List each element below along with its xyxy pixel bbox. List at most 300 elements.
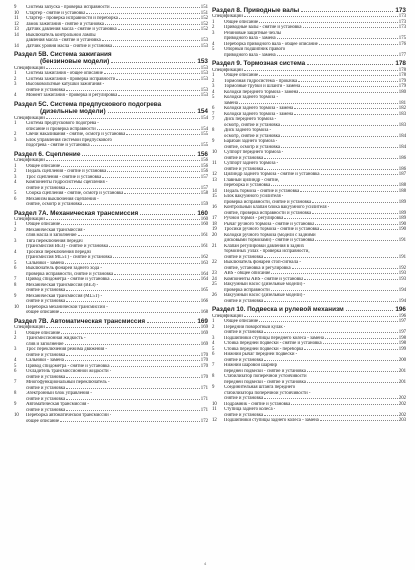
section-heading	[14, 210, 208, 217]
entry-title: дисковыми тормозами) - снятие и установка	[224, 238, 315, 244]
entry-number: 9	[14, 5, 17, 10]
entry-page: 188	[398, 183, 406, 189]
entry-number: 6	[14, 266, 17, 272]
dot-leader	[264, 415, 398, 416]
entry-page: 156	[200, 158, 208, 164]
entry-page: 199	[398, 346, 406, 352]
entry-line	[26, 44, 208, 50]
entry-number: 4	[14, 93, 17, 99]
entry-number: 24	[212, 276, 217, 282]
entry-title: приводного вала - замена	[224, 36, 276, 42]
entry-number: 3	[212, 84, 215, 90]
toc-entry	[14, 347, 208, 358]
entry-title: Суппорт переднего тормоза -	[224, 150, 284, 156]
entry-title: Тормозные трубки и шланги - замена	[224, 84, 301, 90]
dot-leader	[244, 70, 398, 71]
dot-leader	[140, 214, 195, 215]
entry-title: снятие, установка и регулировка	[224, 265, 291, 271]
entry-body	[26, 266, 208, 277]
entry-title: Датчик давления масла - снятие и установка	[26, 27, 117, 32]
entry-title: снятие и установка	[224, 166, 264, 172]
entry-number: 7	[212, 363, 215, 369]
entry-page: 164	[200, 271, 208, 277]
entry-title: осмотр, снятие и установка	[224, 122, 281, 128]
dot-leader	[66, 388, 200, 389]
entry-title: Трансмиссионная жидкость -	[26, 336, 86, 342]
entry-title: Колодки заднего тормоза - замена	[224, 106, 294, 112]
dot-leader	[298, 81, 398, 82]
entry-number: 8	[212, 128, 215, 134]
entry-title: Привод спидометра - снятие и установка	[26, 363, 110, 369]
entry-page: 189	[398, 199, 406, 205]
entry-title: снятие, проверка исправности и установка	[224, 210, 312, 216]
entry-title: Ручной тормоз - регулировка	[224, 216, 284, 222]
entry-number: 3	[14, 82, 17, 88]
dot-leader	[320, 229, 397, 230]
entry-line	[224, 299, 406, 305]
dot-leader	[66, 90, 200, 91]
toc-entry	[14, 228, 208, 239]
entry-title: Тросики ручного тормоза - снятие и установка	[224, 227, 320, 233]
entry-title: Спецификации	[14, 216, 45, 222]
dot-leader	[102, 40, 200, 41]
entry-title: Нижний рычаг передней подвески -	[224, 352, 298, 358]
entry-title: снятие и установка	[26, 185, 66, 191]
section-title: Раздел 7В. Автоматическая трансмиссия	[14, 317, 146, 325]
toc-entry	[212, 407, 406, 418]
entry-title: Подшипники ступицы заднего колеса - замена	[224, 418, 319, 424]
entry-number: 14	[14, 43, 19, 49]
section-heading	[14, 318, 208, 325]
entry-body	[224, 260, 406, 271]
entry-body	[26, 93, 208, 99]
entry-page: 193	[398, 271, 406, 277]
entry-title: снятие и установка	[224, 412, 264, 418]
entry-number: 5	[14, 363, 17, 369]
dot-leader	[304, 349, 397, 350]
entry-page: 201	[398, 379, 406, 385]
entry-title: слив масла и заполнение	[26, 233, 77, 239]
entry-number: 1	[14, 330, 17, 336]
entry-page: 161	[200, 244, 208, 250]
entry-title: Барабан заднего тормоза -	[224, 139, 278, 145]
entry-page: 160	[200, 216, 208, 222]
entry-title: Опорный подшипник правого	[224, 47, 286, 53]
entry-body	[26, 197, 208, 208]
dot-leader	[264, 158, 398, 159]
entry-page: 170	[200, 352, 208, 358]
entry-page: 151	[200, 10, 208, 16]
entry-title: снятие и установка	[26, 396, 66, 402]
entry-number: 20	[212, 232, 217, 238]
dot-leader	[118, 95, 199, 96]
toc-entry	[212, 325, 406, 336]
entry-page: 173	[398, 14, 406, 20]
dot-leader	[307, 371, 398, 372]
entry-title: Подрамник - снятие и установка	[224, 401, 291, 407]
entry-page: 202	[398, 401, 406, 407]
dot-leader	[66, 355, 200, 356]
entry-title: Охладитель трансмиссионной жидкости -	[26, 369, 112, 375]
entry-page: 188	[398, 188, 406, 194]
entry-body	[26, 413, 208, 424]
entry-number: 13	[212, 177, 217, 183]
section-title: Раздел 8. Приводные валы	[212, 7, 300, 14]
entry-number: 9	[14, 293, 17, 299]
entry-body	[224, 282, 406, 293]
entry-page: 189	[398, 216, 406, 222]
dot-leader	[119, 18, 200, 19]
dot-leader	[301, 11, 393, 12]
toc-entry	[14, 402, 208, 413]
entry-page: 173	[398, 19, 406, 25]
entry-page: 155	[200, 143, 208, 149]
entry-body	[26, 180, 208, 191]
entry-title: Блок вакуумного усилителя -	[224, 194, 284, 200]
entry-number: 26	[212, 293, 217, 299]
entry-number: 1	[212, 19, 215, 25]
toc-left-column	[14, 5, 208, 424]
entry-title: (трансмиссия ВЕЗ) - снятие и установка	[26, 244, 109, 250]
entry-number: 3	[14, 238, 17, 244]
entry-number: 4	[14, 249, 17, 255]
dot-leader	[320, 420, 398, 421]
entry-number: 16	[212, 205, 217, 211]
dot-leader	[91, 145, 200, 146]
entry-page: 180	[398, 89, 406, 95]
dot-leader	[126, 134, 199, 135]
toc-entry	[14, 369, 208, 380]
entry-page: 194	[398, 287, 406, 293]
dot-leader	[312, 202, 398, 203]
entry-title: Стабилизатор поперечной устойчивости	[224, 374, 307, 380]
entry-body	[224, 117, 406, 128]
entry-page: 178	[398, 73, 406, 79]
dot-leader	[66, 188, 200, 189]
entry-number: 5	[14, 260, 17, 266]
section-heading	[14, 151, 208, 158]
entry-number: 9	[212, 139, 215, 145]
entry-title: Механическая трансмиссия -	[26, 227, 86, 233]
entry-page: 191	[398, 238, 406, 244]
entry-body	[224, 95, 406, 106]
entry-title: ABS - общее описание	[224, 271, 271, 277]
dot-leader	[312, 213, 398, 214]
entry-page: 155	[200, 132, 208, 138]
entry-body	[224, 352, 406, 363]
entry-title: Замок зажигания - снятие и установка	[26, 21, 104, 27]
entry-title: снятие и установка	[224, 298, 264, 304]
dot-leader	[325, 338, 398, 339]
entry-title: Соединительная штанга переднего	[224, 385, 296, 391]
entry-page: 153	[200, 76, 208, 82]
entry-title: Педаль тормоза - снятие и установка	[224, 188, 300, 194]
section-heading-line2	[14, 58, 208, 65]
entry-body	[224, 385, 406, 402]
dot-leader	[46, 160, 200, 161]
entry-number: 11	[212, 407, 217, 413]
entry-title: Диск переднего тормоза -	[224, 117, 277, 123]
entry-number: 14	[212, 188, 217, 194]
toc-entry	[212, 95, 406, 106]
entry-number: 5	[212, 47, 215, 53]
entry-title: слив и заполнение	[26, 341, 64, 347]
entry-title: Механическая трансмиссия (ML5T) -	[26, 293, 103, 299]
toc-section	[14, 151, 208, 208]
page-number: 4	[204, 561, 207, 566]
entry-title: замена	[224, 100, 238, 106]
dot-leader	[107, 171, 200, 172]
toc-entry	[212, 352, 406, 363]
entry-body	[26, 44, 208, 50]
entry-title: снятие и установка	[224, 357, 264, 363]
entry-line	[26, 310, 208, 316]
entry-body	[26, 305, 208, 316]
entry-title: Колодки заднего тормоза - замена	[224, 111, 294, 117]
entry-page: 184	[398, 144, 406, 150]
entry-page: 192	[398, 265, 406, 271]
entry-number: 15	[212, 194, 217, 200]
entry-page: 156	[200, 163, 208, 169]
dot-leader	[281, 147, 398, 148]
entry-title: Общее описание	[26, 163, 61, 169]
entry-title: Блок управления системой предпускового	[26, 137, 112, 143]
entry-body	[26, 347, 208, 358]
dot-leader	[264, 332, 398, 333]
entry-page: 200	[398, 357, 406, 363]
entry-page: 203	[398, 418, 406, 424]
entry-title: стабилизатора поперечной устойчивости -	[224, 390, 311, 396]
section-page: 178	[395, 60, 406, 68]
entry-page: 168	[200, 310, 208, 316]
entry-page: 173	[398, 25, 406, 31]
entry-page: 153	[200, 93, 208, 99]
entry-page: 198	[398, 341, 406, 347]
entry-title: Стойка передней подвески - переборка	[224, 346, 304, 352]
dot-leader	[61, 224, 200, 225]
dot-leader	[111, 62, 195, 63]
entry-number: 4	[212, 41, 215, 47]
dot-leader	[118, 29, 200, 30]
toc-entry	[212, 385, 406, 402]
dot-leader	[78, 235, 200, 236]
dot-leader	[65, 344, 200, 345]
toc-section	[212, 306, 406, 423]
entry-number: 25	[212, 282, 217, 288]
entry-body	[26, 336, 208, 347]
entry-title: снятие и установка	[224, 330, 264, 336]
entry-page: 176	[398, 41, 406, 47]
toc-section	[14, 51, 208, 99]
entry-page: 175	[398, 36, 406, 42]
entry-body	[26, 239, 208, 250]
dot-leader	[264, 257, 398, 258]
entry-page: 156	[200, 169, 208, 175]
entry-number: 2	[14, 169, 17, 175]
dot-leader	[271, 185, 398, 186]
entry-number: 2	[14, 132, 17, 138]
entry-page: 157	[200, 174, 208, 180]
entry-number: 3	[212, 30, 215, 36]
dot-leader	[109, 246, 200, 247]
entry-page: 172	[200, 418, 208, 424]
dot-leader	[259, 75, 398, 76]
entry-body	[224, 363, 406, 374]
dot-leader	[281, 125, 398, 126]
toc-entry	[212, 161, 406, 172]
entry-page: 154	[200, 115, 208, 121]
entry-number: 3	[14, 347, 17, 353]
entry-page: 201	[398, 368, 406, 374]
entry-title: снятие и установка	[26, 87, 66, 93]
entry-title: Вакуумный насос (дизельные модели) -	[224, 293, 306, 299]
entry-page: 169	[200, 330, 208, 336]
entry-title: Тормозная гидросистема - прокачка	[224, 78, 298, 84]
section-page: 153	[197, 58, 208, 66]
entry-title: Суппорт заднего тормоза -	[224, 161, 279, 167]
section-heading	[212, 60, 406, 67]
section-title: Раздел 5С. Система предпускового подогрева	[14, 100, 162, 108]
entry-title: Рычаг ручного тормоза - снятие и установка	[224, 221, 315, 227]
entry-body	[26, 294, 208, 305]
entry-number: 10	[212, 150, 217, 156]
entry-title: осмотр, снятие и установка	[224, 133, 281, 139]
dot-leader	[111, 366, 200, 367]
entry-title: Стойка передней подвески - снятие и установка	[224, 341, 322, 347]
dot-leader	[303, 27, 398, 28]
entry-page: 161	[200, 233, 208, 239]
entry-number: 1	[14, 222, 17, 228]
dot-leader	[111, 279, 200, 280]
toc-entry	[212, 139, 406, 150]
entry-title: Тяга переключения передач	[26, 238, 83, 244]
entry-page: 171	[200, 407, 208, 413]
entry-body	[26, 82, 208, 93]
dot-leader	[277, 38, 398, 39]
dot-leader	[60, 312, 200, 313]
entry-title: Механизм выключения сцепления -	[26, 196, 99, 202]
entry-body	[26, 283, 208, 294]
entry-title: снятие и установка	[224, 155, 264, 161]
entry-title: Передний поворотный кулак -	[224, 324, 286, 330]
section-heading	[14, 101, 208, 108]
entry-page: 197	[398, 319, 406, 325]
dot-leader	[259, 22, 398, 23]
entry-body	[26, 228, 208, 239]
entry-number: 7	[212, 111, 215, 117]
entry-page: 177	[398, 52, 406, 58]
entry-line	[224, 53, 406, 59]
entry-page: 186	[398, 166, 406, 172]
dot-leader	[271, 290, 398, 291]
entry-page: 189	[398, 210, 406, 216]
dot-leader	[301, 86, 398, 87]
entry-page: 152	[200, 16, 208, 21]
toc-entry	[14, 82, 208, 93]
entry-number: 7	[212, 117, 215, 123]
dot-leader	[264, 301, 398, 302]
section-page: 154	[197, 108, 208, 116]
entry-number: 9	[14, 402, 17, 408]
entry-line	[26, 419, 208, 425]
entry-title: Нижний шаровой шарнир	[224, 363, 278, 369]
entry-number: 6	[212, 352, 215, 358]
toc-entry	[212, 374, 406, 385]
dot-leader	[264, 398, 398, 399]
entry-title: снятие и установка	[224, 254, 264, 260]
entry-body	[224, 205, 406, 216]
dot-leader	[66, 410, 200, 411]
entry-title: Компоненты ABS - снятие и установка	[224, 276, 304, 282]
entry-number: 10	[14, 304, 19, 310]
entry-title: снятие и установка	[26, 288, 66, 294]
dot-leader	[65, 360, 200, 361]
dot-leader	[147, 322, 195, 323]
entry-number: 13	[14, 27, 19, 32]
entry-number: 1	[212, 319, 215, 325]
entry-title: Цилиндр заднего тормоза - снятие и установка	[224, 172, 320, 178]
entry-title: Резиновые защитные чехлы	[224, 30, 282, 36]
entry-page: 202	[398, 412, 406, 418]
entry-title: Переборка приводного вала - общее описание	[224, 41, 318, 47]
entry-title: Общее описание	[26, 222, 61, 228]
entry-title: Приводные валы - снятие и установка	[224, 25, 302, 31]
entry-title: Система зажигания - проверка исправности	[26, 76, 116, 82]
dot-leader	[114, 274, 200, 275]
section-subtitle: (бензиновые модели)	[40, 58, 110, 66]
entry-title: проверка исправности, снятие и установка	[26, 271, 114, 277]
toc-entry	[14, 93, 208, 99]
dot-leader	[113, 46, 200, 47]
toc-section	[14, 101, 208, 149]
toc-entry	[14, 44, 208, 50]
dot-leader	[113, 257, 200, 258]
entry-title: Стартер - снятие и установка	[26, 10, 86, 16]
entry-body	[224, 293, 406, 304]
entry-number: 5	[212, 95, 215, 101]
entry-number: 7	[14, 277, 17, 283]
entry-page: 160	[200, 222, 208, 228]
entry-number: 2	[212, 25, 215, 31]
entry-number: 6	[212, 106, 215, 112]
entry-title: Переборка механической трансмиссии -	[26, 304, 108, 310]
entry-number: 12	[14, 21, 19, 27]
entry-page: 152	[200, 27, 208, 32]
entry-page: 171	[200, 385, 208, 391]
dot-leader	[307, 64, 393, 65]
dot-leader	[108, 112, 196, 113]
entry-title: Автоматическая трансмиссия -	[26, 402, 90, 408]
entry-line	[224, 418, 406, 424]
entry-number: 8	[212, 374, 215, 380]
entry-page: 152	[200, 21, 208, 27]
entry-title: Главный цилиндр - снятие,	[224, 177, 280, 183]
dot-leader	[315, 240, 397, 241]
entry-line	[26, 93, 208, 99]
dot-leader	[82, 155, 195, 156]
entry-number: 2	[212, 78, 215, 84]
entry-page: 197	[398, 330, 406, 336]
dot-leader	[61, 166, 200, 167]
entry-body	[224, 178, 406, 189]
dot-leader	[323, 343, 398, 344]
entry-title: общее описание	[26, 310, 60, 316]
toc-entry	[14, 121, 208, 132]
entry-number: 6	[14, 196, 17, 202]
entry-number: 8	[14, 282, 17, 288]
dot-leader	[294, 114, 398, 115]
toc-entry	[14, 294, 208, 305]
